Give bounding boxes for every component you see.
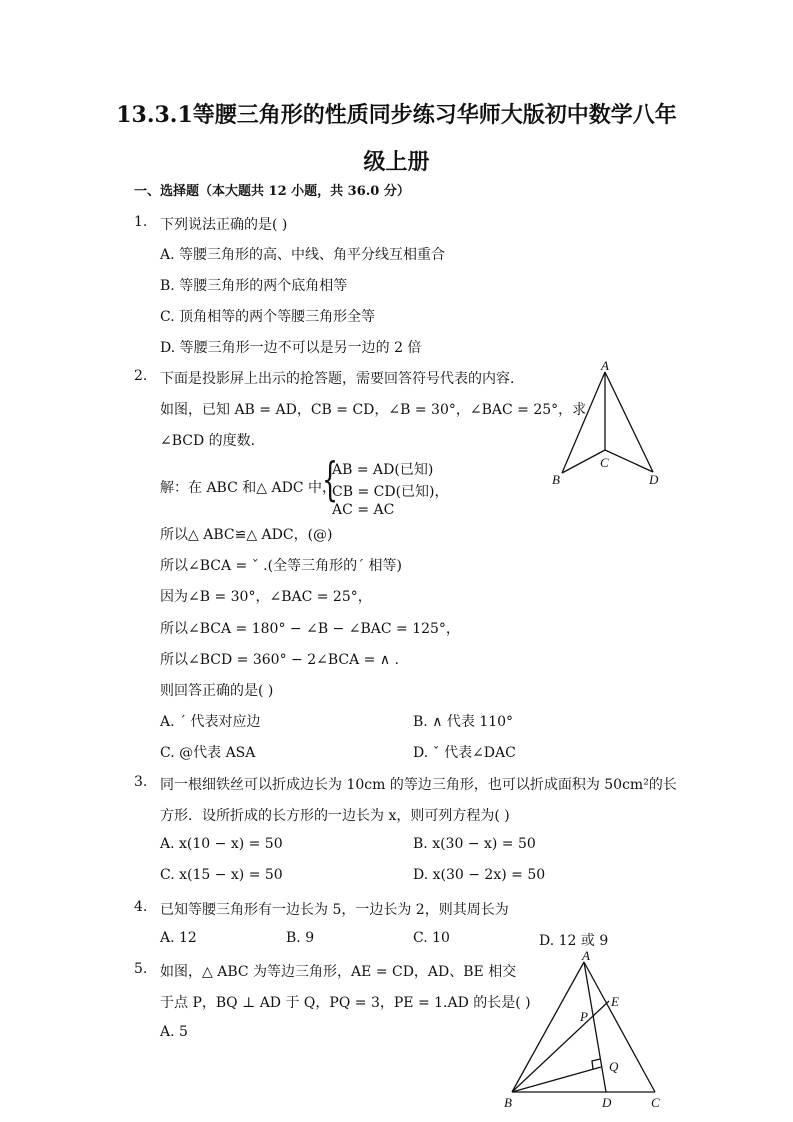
question-3-stem-line2: 方形．设所折成的长方形的一边长为 x，则可列方程为( ): [160, 808, 510, 824]
point-label-b: B: [552, 472, 560, 487]
question-1-stem: 下列说法正确的是( ): [160, 217, 288, 233]
question-2-option-a: A. ˊ 代表对应边: [160, 714, 261, 730]
question-5-figure: [500, 948, 670, 1113]
point-label-q: Q: [609, 1059, 619, 1074]
segment-ab: [562, 372, 605, 473]
question-2-number: 2.: [134, 368, 148, 384]
question-3-option-c: C. x(15 − x) = 50: [160, 867, 283, 883]
question-3-option-b: B. x(30 − x) = 50: [413, 836, 536, 852]
point-label-e: E: [611, 994, 619, 1009]
section-header: 一、选择题（本大题共 12 小题，共 36.0 分）: [134, 184, 410, 199]
question-1-option-b: B. 等腰三角形的两个底角相等: [160, 278, 348, 294]
question-2-line-given: 如图，已知 AB = AD，CB = CD，∠B = 30°，∠BAC = 25°，求: [160, 402, 587, 418]
question-2-system-line2: CB = CD(已知)，: [332, 484, 449, 500]
question-5-number: 5.: [134, 961, 148, 977]
point-label-b: B: [504, 1095, 512, 1110]
question-1-option-c: C. 顶角相等的两个等腰三角形全等: [160, 309, 376, 325]
brace-symbol: {: [322, 452, 339, 506]
question-2-figure: [548, 360, 668, 490]
question-2-option-d: D. ˇ 代表∠DAC: [413, 745, 516, 761]
question-2-system-line3: AC = AC: [332, 502, 395, 518]
question-4-option-c: C. 10: [413, 930, 450, 946]
question-1-option-a: A. 等腰三角形的高、中线、角平分线互相重合: [160, 247, 446, 263]
question-5-stem-line2: 于点 P，BQ ⊥ AD 于 Q，PQ = 3，PE = 1.AD 的长是( ): [160, 995, 531, 1011]
segment-bc: [562, 450, 605, 473]
segment-cd: [605, 450, 653, 472]
question-5-stem-line1: 如图，△ ABC 为等边三角形，AE = CD，AD、BE 相交: [160, 964, 517, 980]
segment-ab: [512, 962, 584, 1092]
question-4-option-b: B. 9: [286, 930, 315, 946]
question-2-option-c: C. @代表 ASA: [160, 745, 256, 761]
question-2-line-ask: 则回答正确的是( ): [160, 683, 274, 699]
question-4-option-a: A. 12: [160, 930, 197, 946]
point-label-c: C: [600, 455, 609, 470]
segment-ad: [605, 372, 653, 472]
question-3-stem-line1: 同一根细铁丝可以折成边长为 10cm 的等边三角形，也可以折成面积为 50cm²的长: [160, 777, 677, 793]
point-label-d: D: [602, 1095, 612, 1110]
point-label-a: A: [582, 948, 590, 963]
question-3-number: 3.: [134, 774, 148, 790]
page-title-line2: 级上册: [363, 149, 430, 175]
question-2-stem: 下面是投影屏上出示的抢答题，需要回答符号代表的内容．: [160, 371, 524, 387]
question-2-line-find: ∠BCD 的度数．: [160, 433, 265, 449]
question-1-option-d: D. 等腰三角形一边不可以是另一边的 2 倍: [160, 340, 422, 356]
page-title-line1: 13.3.1等腰三角形的性质同步练习华师大版初中数学八年: [116, 102, 677, 128]
point-label-d: D: [649, 472, 659, 487]
point-label-p: P: [580, 1009, 588, 1024]
point-label-a: A: [601, 358, 609, 373]
question-2-line-because: 因为∠B = 30°，∠BAC = 25°，: [160, 589, 372, 605]
question-4-option-d: D. 12 或 9: [539, 933, 609, 949]
point-label-c: C: [651, 1095, 660, 1110]
question-4-number: 4.: [134, 899, 148, 915]
question-2-line-bca: 所以∠BCA = ˇ .(全等三角形的ˊ 相等): [160, 558, 403, 574]
question-3-option-d: D. x(30 − 2x) = 50: [413, 867, 546, 883]
question-1-number: 1.: [134, 214, 148, 230]
question-2-solution-intro: 解：在 ABC 和△ ADC 中，: [160, 480, 336, 496]
question-4-stem: 已知等腰三角形有一边长为 5，一边长为 2，则其周长为: [160, 902, 509, 918]
question-2-option-b: B. ∧ 代表 110°: [413, 714, 514, 730]
question-2-line-calc2: 所以∠BCD = 360° − 2∠BCA = ∧ .: [160, 652, 399, 668]
question-3-option-a: A. x(10 − x) = 50: [160, 836, 283, 852]
question-2-line-calc1: 所以∠BCA = 180° − ∠B − ∠BAC = 125°，: [160, 621, 460, 637]
question-2-system-line1: AB = AD(已知): [332, 462, 434, 478]
question-5-option-a: A. 5: [160, 1024, 188, 1040]
question-2-line-congruent: 所以△ ABC≌△ ADC，(@): [160, 527, 333, 543]
